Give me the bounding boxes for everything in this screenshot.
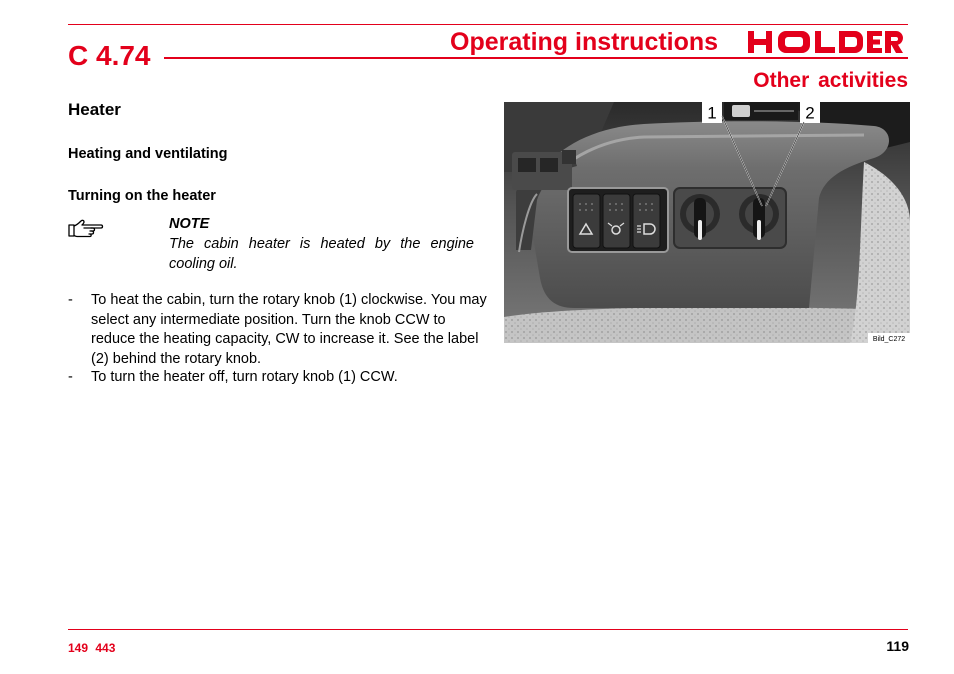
note-title: NOTE [169,216,210,232]
instruction-text: To turn the heater off, turn rotary knob (1) CCW. [91,369,398,385]
footer-rule [68,629,908,630]
pointing-hand-icon [68,218,108,238]
subheading-turning-on-heater: Turning on the heater [68,188,216,204]
model-number: C 4.74 [68,40,151,71]
subheading-heating-ventilating: Heating and ventilating [68,146,228,162]
section-title: Other activities [753,69,908,92]
instruction-step [68,368,488,388]
figure-caption: Bild_C272 [872,336,906,343]
callout-2: 2 [805,103,815,123]
document-number: 149 443 [68,641,116,655]
document-title: Operating instructions [450,28,719,56]
heading-heater: Heater [68,100,121,119]
page-number: 119 [886,638,909,654]
note-box [169,214,474,274]
heater-control-photo [504,102,910,343]
instruction-text: To heat the cabin, turn the rotary knob (1) clockwise. You may select any intermediate position. Turn the knob CCW to reduce the heating capacity, CW to increase it. See the label (2) behind the rotary knob. [91,292,487,367]
callout-1: 1 [707,103,717,123]
header-top-rule [68,24,908,25]
list-marker: - [68,369,73,385]
list-marker: - [68,292,73,308]
note-body: The cabin heater is heated by the engine cooling oil. [169,236,474,272]
instruction-step [68,291,488,369]
holder-logo [748,29,903,55]
